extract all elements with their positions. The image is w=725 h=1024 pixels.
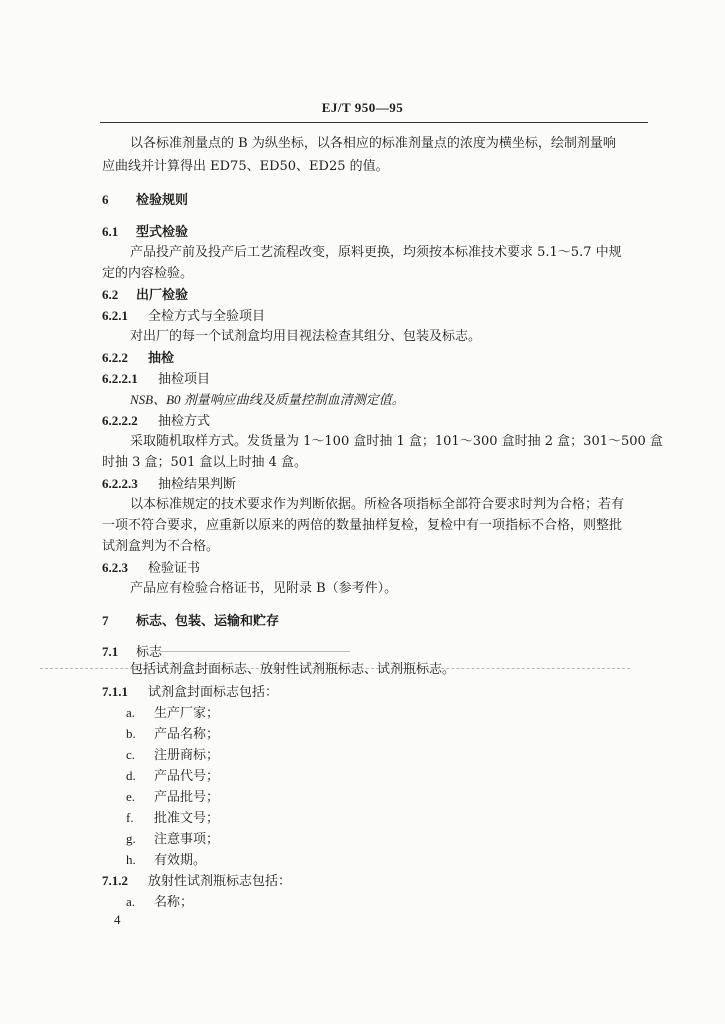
section-title: 标志、包装、运输和贮存 [136,614,280,629]
section-7-1-1-heading [102,684,278,701]
list-item [126,789,219,806]
list-item-letter: a. [126,894,136,909]
paragraph-line: 时抽 3 盒；501 盒以上时抽 4 盒。 [102,455,308,470]
section-number: 6.2.2.2 [102,413,138,428]
section-title: 抽检项目 [158,372,211,387]
list-item-letter: h. [126,852,136,867]
paragraph-line: 应曲线并计算得出 ED75、ED50、ED25 的值。 [102,159,389,174]
section-number: 6 [102,192,109,207]
list-item [126,852,206,869]
section-title: 检验证书 [148,561,201,576]
section-number: 7.1.2 [102,873,128,888]
list-item-letter: c. [126,747,136,762]
paragraph-line: 产品投产前及投产后工艺流程改变，原料更换，均须按本标准技术要求 5.1～5.7 中规 [130,245,622,260]
paragraph-line: 对出厂的每一个试剂盒均用目视法检查其组分、包装及标志。 [130,329,482,344]
section-6-1-heading [102,224,188,241]
section-6-2-2-1-heading [102,371,210,388]
section-title: 全检方式与全验项目 [148,309,266,324]
paragraph-line: 以本标准规定的技术要求作为判断依据。所检各项指标全部符合要求时判为合格；若有 [130,497,625,512]
section-number: 6.2.2 [102,350,128,365]
paragraph-line: 一项不符合要求，应重新以原来的两倍的数量抽样复检，复检中有一项指标不合格，则整批 [102,518,623,533]
list-item [126,705,219,722]
section-6-2-3-heading [102,560,200,577]
list-item-text: 产品名称； [154,727,220,742]
section-number: 7 [102,613,109,628]
section-number: 7.1 [102,644,119,659]
scan-artifact-line [160,651,350,652]
section-6-2-2-2-heading [102,413,210,430]
list-item-letter: d. [126,768,136,783]
paragraph-line: 产品应有检验合格证书，见附录 B（参考件）。 [130,581,398,596]
section-title: 抽检结果判断 [158,477,237,492]
list-item [126,810,219,827]
list-item [126,747,219,764]
page-number: 4 [114,912,121,927]
paragraph-line: NSB、B0 剂量响应曲线及质量控制血清测定值。 [130,392,405,407]
section-title: 型式检验 [136,225,189,240]
header-rule [100,122,648,123]
section-6-2-2-heading [102,350,174,367]
section-number: 6.2 [102,287,119,302]
list-item-letter: g. [126,831,136,846]
section-7-heading [102,613,279,630]
list-item [126,768,219,785]
list-item-text: 注册商标； [154,748,220,763]
list-item-letter: f. [126,810,134,825]
list-item-text: 产品代号； [154,769,220,784]
section-title: 标志 [136,645,163,660]
list-item-letter: b. [126,726,136,741]
section-number: 7.1.1 [102,684,128,699]
paragraph-line: 定的内容检验。 [102,266,194,281]
section-title: 放射性试剂瓶标志包括： [148,874,292,889]
list-item-letter: a. [126,705,136,720]
section-6-heading [102,192,188,209]
section-title: 抽检方式 [158,414,211,429]
list-item-text: 有效期。 [154,853,207,868]
list-item-text: 名称； [154,895,194,910]
paragraph-line: 采取随机取样方式。发货量为 1～100 盒时抽 1 盒；101～300 盒时抽 2 盒；301～500 盒 [130,434,663,449]
section-6-2-1-heading [102,308,265,325]
section-number: 6.2.1 [102,308,128,323]
list-item-text: 注意事项； [154,832,220,847]
section-title: 检验规则 [136,193,189,208]
section-number: 6.2.2.3 [102,476,138,491]
list-item-text: 生产厂家； [154,706,220,721]
list-item [126,831,219,848]
section-6-2-2-3-heading [102,476,236,493]
list-item-text: 产品批号； [154,790,220,805]
section-6-2-heading [102,287,188,304]
section-7-1-heading [102,644,162,661]
section-title: 抽检 [148,351,175,366]
section-title: 试剂盒封面标志包括： [148,685,279,700]
section-7-1-2-heading [102,873,291,890]
paragraph-line: 试剂盒判为不合格。 [102,539,220,554]
section-title: 出厂检验 [136,288,189,303]
section-number: 6.2.2.1 [102,371,138,386]
standard-code-header: EJ/T 950—95 [321,100,404,115]
list-item-text: 批准文号； [154,811,220,826]
paragraph-line: 以各标准剂量点的 B 为纵坐标，以各相应的标准剂量点的浓度为横坐标，绘制剂量响 [130,136,616,151]
paragraph-line: 包括试剂盒封面标志、放射性试剂瓶标志、试剂瓶标志。 [130,662,456,677]
section-number: 6.2.3 [102,560,128,575]
list-item [126,894,193,911]
section-number: 6.1 [102,224,119,239]
list-item-letter: e. [126,789,136,804]
list-item [126,726,219,743]
